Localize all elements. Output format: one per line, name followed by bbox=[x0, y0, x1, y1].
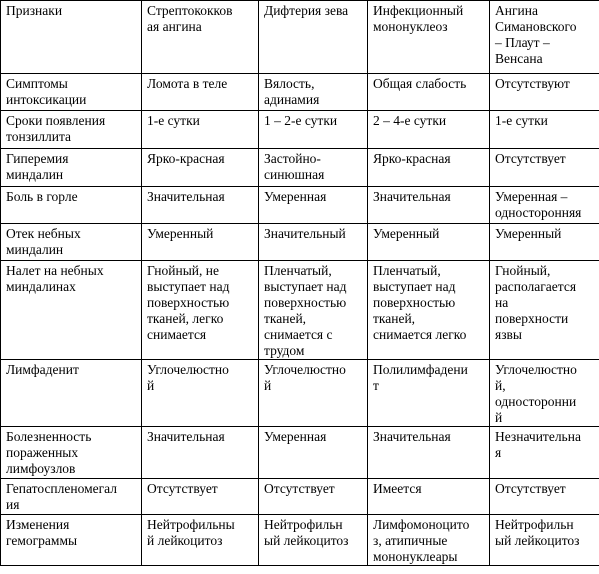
header-cell: Стрептококков ая ангина bbox=[142, 1, 259, 74]
value-cell: 1 – 2-е сутки bbox=[259, 111, 368, 149]
value-cell: 2 – 4-е сутки bbox=[368, 111, 490, 149]
value-cell: Умеренный bbox=[490, 224, 599, 261]
value-cell: Углочелюстно й bbox=[142, 360, 259, 427]
value-cell: Общая слабость bbox=[368, 74, 490, 111]
value-cell: Отсутствует bbox=[490, 479, 599, 515]
feature-cell: Болезненность пораженных лимфоузлов bbox=[1, 427, 142, 479]
header-cell: Ангина Симановского – Плаут – Венсана bbox=[490, 1, 599, 74]
table-row bbox=[1, 111, 599, 149]
value-cell: Лимфомоноцито з, атипичные мононуклеары bbox=[368, 515, 490, 566]
value-cell: Пленчатый, выступает над поверхностью тканей, снимается с трудом bbox=[259, 261, 368, 360]
value-cell: 1-е сутки bbox=[142, 111, 259, 149]
table-row bbox=[1, 427, 599, 479]
feature-cell: Изменения гемограммы bbox=[1, 515, 142, 566]
value-cell: Отсутствует bbox=[490, 149, 599, 187]
table-row bbox=[1, 360, 599, 427]
value-cell: Незначительна я bbox=[490, 427, 599, 479]
value-cell: Умеренная – односторонняя bbox=[490, 187, 599, 224]
value-cell: Застойно- синюшная bbox=[259, 149, 368, 187]
value-cell: Значительная bbox=[142, 187, 259, 224]
feature-cell: Гепатоспленомегал ия bbox=[1, 479, 142, 515]
table-header-row bbox=[1, 1, 599, 74]
feature-cell: Лимфаденит bbox=[1, 360, 142, 427]
value-cell: Умеренная bbox=[259, 427, 368, 479]
value-cell: Отсутствует bbox=[142, 479, 259, 515]
header-cell: Инфекционный мононуклеоз bbox=[368, 1, 490, 74]
feature-cell: Сроки появления тонзиллита bbox=[1, 111, 142, 149]
table-row bbox=[1, 149, 599, 187]
value-cell: Ярко-красная bbox=[368, 149, 490, 187]
table-row bbox=[1, 224, 599, 261]
value-cell: Отсутствует bbox=[259, 479, 368, 515]
value-cell: Значительная bbox=[368, 187, 490, 224]
value-cell: Отсутствуют bbox=[490, 74, 599, 111]
value-cell: Умеренный bbox=[368, 224, 490, 261]
header-cell: Признаки bbox=[1, 1, 142, 74]
value-cell: Полилимфадени т bbox=[368, 360, 490, 427]
table-row bbox=[1, 187, 599, 224]
value-cell: Ярко-красная bbox=[142, 149, 259, 187]
header-cell: Дифтерия зева bbox=[259, 1, 368, 74]
value-cell: Значительная bbox=[368, 427, 490, 479]
value-cell: Нейтрофильн ый лейкоцитоз bbox=[490, 515, 599, 566]
value-cell: Имеется bbox=[368, 479, 490, 515]
value-cell: Значительная bbox=[142, 427, 259, 479]
value-cell: Нейтрофильн ый лейкоцитоз bbox=[259, 515, 368, 566]
value-cell: Пленчатый, выступает над поверхностью тканей, снимается легко bbox=[368, 261, 490, 360]
feature-cell: Отек небных миндалин bbox=[1, 224, 142, 261]
value-cell: 1-е сутки bbox=[490, 111, 599, 149]
table-row bbox=[1, 74, 599, 111]
value-cell: Гнойный, располагается на поверхности язвы bbox=[490, 261, 599, 360]
feature-cell: Налет на небных миндалинах bbox=[1, 261, 142, 360]
value-cell: Нейтрофильны й лейкоцитоз bbox=[142, 515, 259, 566]
table-row bbox=[1, 479, 599, 515]
feature-cell: Симптомы интоксикации bbox=[1, 74, 142, 111]
table-row bbox=[1, 261, 599, 360]
table-row bbox=[1, 515, 599, 566]
feature-cell: Гиперемия миндалин bbox=[1, 149, 142, 187]
value-cell: Углочелюстно й, односторонни й bbox=[490, 360, 599, 427]
value-cell: Углочелюстно й bbox=[259, 360, 368, 427]
feature-cell: Боль в горле bbox=[1, 187, 142, 224]
value-cell: Гнойный, не выступает над поверхностью тканей, легко снимается bbox=[142, 261, 259, 360]
value-cell: Умеренная bbox=[259, 187, 368, 224]
value-cell: Вялость, адинамия bbox=[259, 74, 368, 111]
value-cell: Умеренный bbox=[142, 224, 259, 261]
value-cell: Ломота в теле bbox=[142, 74, 259, 111]
value-cell: Значительный bbox=[259, 224, 368, 261]
